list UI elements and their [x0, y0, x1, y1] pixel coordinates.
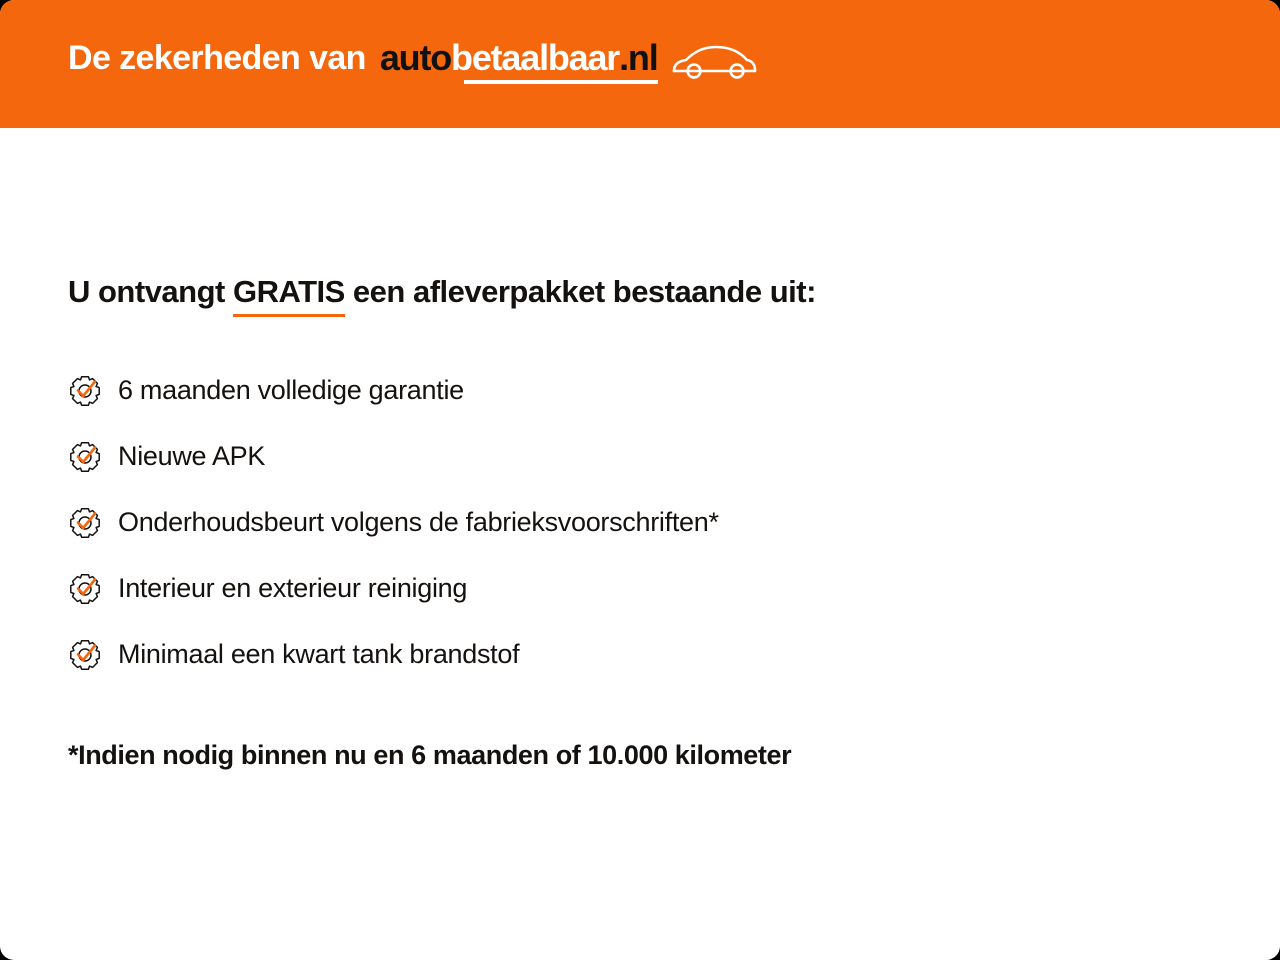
logo-part-nl: .nl — [619, 37, 658, 78]
list-item — [68, 638, 1212, 672]
footnote: *Indien nodig binnen nu en 6 maanden of 10.000 kilometer — [68, 740, 792, 770]
list-item-label: Onderhoudsbeurt volgens de fabrieksvoorschriften* — [118, 507, 719, 538]
list-item-label: Nieuwe APK — [118, 441, 266, 472]
list-item — [68, 374, 1212, 408]
header-banner — [0, 0, 1280, 128]
list-item — [68, 572, 1212, 606]
content-area — [0, 128, 1280, 771]
gear-check-icon — [68, 572, 102, 606]
logo-part-betaalbaar: betaalbaar — [451, 37, 620, 78]
car-outline-icon — [670, 42, 758, 87]
page-title — [68, 274, 1212, 312]
headline-highlight: GRATIS — [233, 274, 345, 312]
gear-check-icon — [68, 374, 102, 408]
banner-title: De zekerheden van — [68, 38, 366, 77]
gear-check-icon — [68, 440, 102, 474]
brand-logo — [379, 37, 658, 78]
banner-content — [68, 36, 758, 81]
list-item-label: Minimaal een kwart tank brandstof — [118, 639, 520, 670]
benefits-list — [68, 374, 1212, 672]
gear-check-icon — [68, 506, 102, 540]
logo-part-auto: auto — [379, 37, 452, 78]
headline-before: U ontvangt — [68, 274, 233, 309]
logo-underline — [464, 80, 658, 84]
list-item — [68, 506, 1212, 540]
gear-check-icon — [68, 638, 102, 672]
list-item — [68, 440, 1212, 474]
list-item-label: 6 maanden volledige garantie — [118, 375, 464, 406]
headline-after: een afleverpakket bestaande uit: — [344, 274, 816, 309]
list-item-label: Interieur en exterieur reiniging — [118, 573, 468, 604]
